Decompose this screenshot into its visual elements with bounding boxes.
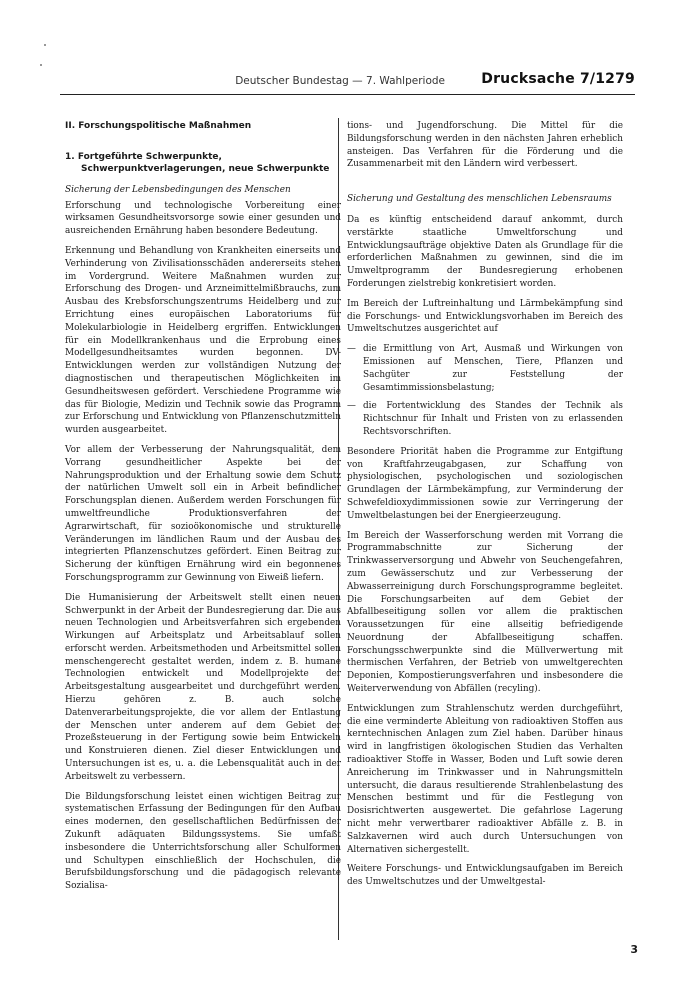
paragraph: Im Bereich der Luftreinhaltung und Lärmbekämpfung sind die Forschungs- und Entwicklungsvorhaben im Bereich des Umweltschutzes ausgerichtet auf	[347, 298, 623, 335]
paragraph: Entwicklungen zum Strahlenschutz werden durchgeführt, die eine verminderte Ableitung von radioaktiven Stoffen aus kerntechnischen Anlagen zum Ziel haben. Darüber hinaus wird in langfristigen ökologischen Studien das Verhalten radioaktiver Stoffe in Wasser, Boden und Luft sowie deren Anreicherung im Trinkwasser und in Nahrungsmitteln untersucht, die daraus resultierende Strahlenbelastung des Menschen bestimmt und für die Festlegung von Dosisrichtwerten ausgewertet. Die gefahrlose Lagerung nicht mehr verwertbarer radioaktiver Abfälle z. B. in Salzkavernen wird auch durch Untersuchungen von Alternativen sichergestellt.	[347, 703, 623, 855]
paragraph: Die Bildungsforschung leistet einen wichtigen Beitrag zur systematischen Erfassung der Bedingungen für den Aufbau eines modernen, den gesellschaftlichen Bedürfnissen der Zukunft adäquaten Bildungssystems. Sie umfaßt insbesondere die Unterrichtsforschung aller Schulformen und Schultypen einschließlich der Hochschulen, die Berufsbildungsforschung und die pädagogisch relevante Sozialisa-	[65, 791, 341, 892]
dash-list	[347, 343, 623, 439]
subheading: Sicherung und Gestaltung des menschlichen Lebensraums	[347, 194, 612, 205]
page-number: 3	[630, 943, 638, 956]
page-header	[60, 68, 635, 95]
paragraph: Im Bereich der Wasserforschung werden mit Vorrang die Programmabschnitte zur Sicherung der Trinkwasserversorgung und Abwehr von Seuchengefahren, zum Gewässerschutz und zur Verbesserung der Abwasserreinigung durch Forschungsprogramme begleitet. Die Forschungsarbeiten auf dem Gebiet der Abfallbeseitigung sollen vor allem die praktischen Voraussetzungen für eine allseitig befriedigende Neuordnung der Abfallbeseitigung schaffen. Forschungsschwerpunkte sind die Müllverwertung mit thermischen Verfahren, der Betrieb von umweltgerechten Deponien, Kompostierungsverfahren und insbesondere die Weiterverwendung von Abfällen (recyling).	[347, 530, 623, 695]
list-item: — die Fortentwicklung des Standes der Technik als Richtschnur für Inhalt und Fristen von zu erlassenden Rechtsvorschriften.	[347, 400, 623, 438]
paragraph: Besondere Priorität haben die Programme zur Entgiftung von Kraftfahrzeugabgasen, zur Schaffung von physiologischen, psychologischen und soziologischen Grundlagen der Lärmbekämpfung, zur Verminderung der Schwefeldioxydimmissionen sowie zur Verringerung der Umweltbelastungen bei der Energieerzeugung.	[347, 446, 623, 521]
scan-speck	[44, 44, 46, 46]
paragraph: Vor allem der Verbesserung der Nahrungsqualität, dem Vorrang gesundheitlicher Aspekte bei der Nahrungsproduktion und der Erhaltung sowie dem Schutz der natürlichen Umwelt soll ein in Arbeit befindlicher Forschungsplan dienen. Außerdem werden Forschungen für umweltfreundliche Produktionsverfahren der Agrarwirtschaft, für sozioökonomische und strukturelle Veränderungen im ländlichen Raum und der Ausbau des integrierten Pflanzenschutzes gefördert. Einen Beitrag zur Sicherung der künftigen Ernährung wird ein begonnenes Forschungsprogramm zur Gewinnung von Eiweiß liefern.	[65, 444, 341, 583]
paragraph: Erkennung und Behandlung von Krankheiten einerseits und Verhinderung von Zivilisationsschäden andererseits stehen im Vordergrund. Weitere Maßnahmen wurden zur Erforschung des Drogen- und Arzneimittelmißbrauchs, zum Ausbau des Krebsforschungszentrums Heidelberg und zur Errichtung eines europäischen Laboratoriums für Molekularbiologie in Heidelberg ergriffen. Entwicklungen für ein Modellkrankenhaus und die Erprobung eines Modellgesundheitsamtes wurden begonnen. DV-Entwicklungen werden zur vollständigen Nutzung der diagnostischen und therapeutischen Möglichkeiten im Gesundheitswesen gefördert. Verschiedene Programme wie das für Biologie, Medizin und Technik sowie das Programm zur Erforschung und Entwicklung von Pflanzenschutzmitteln wurden ausgearbeitet.	[65, 245, 341, 436]
paragraph: Weitere Forschungs- und Entwicklungsaufgaben im Bereich des Umweltschutzes und der Umweltgestal-	[347, 864, 623, 888]
list-item: — die Ermittlung von Art, Ausmaß und Wirkungen von Emissionen auf Menschen, Tiere, Pflanzen und Sachgüter zur Feststellung der Gesamtimmissionsbelastung;	[347, 343, 623, 394]
section-title: II. Forschungspolitische Maßnahmen	[65, 121, 252, 131]
right-column	[347, 120, 623, 896]
paragraph: Da es künftig entscheidend darauf ankommt, durch verstärkte staatliche Umweltforschung und Entwicklungsaufträge objektive Daten als Grundlage für die erforderlichen Maßnahmen zu gewinnen, sind die im Umweltprogramm der Bundesregierung erhobenen Forderungen zielstrebig konkretisiert worden.	[347, 214, 623, 289]
left-column	[65, 120, 341, 900]
document-number: Drucksache 7/1279	[481, 71, 635, 87]
scan-speck	[40, 64, 42, 66]
legislative-period: Deutscher Bundestag — 7. Wahlperiode	[235, 75, 445, 87]
subheading: Sicherung der Lebensbedingungen des Menschen	[65, 184, 291, 195]
subsection-title: 1. Fortgeführte Schwerpunkte, Schwerpunktverlagerungen, neue Schwerpunkte	[65, 151, 330, 175]
paragraph: tions- und Jugendforschung. Die Mittel für die Bildungsforschung werden in den nächsten Jahren erheblich ansteigen. Das Verfahren für die Förderung und die Zusammenarbeit mit den Ländern wird verbessert.	[347, 121, 623, 170]
paragraph: Erforschung und technologische Vorbereitung einer wirksamen Gesundheitsvorsorge sowie einer gesunden und ausreichenden Ernährung haben besondere Bedeutung.	[65, 200, 341, 237]
paragraph: Die Humanisierung der Arbeitswelt stellt einen neuen Schwerpunkt in der Arbeit der Bundesregierung dar. Die aus neuen Technologien und Arbeitsverfahren sich ergebenden Wirkungen auf Arbeitsplatz und Arbeitsablauf sollen erforscht werden. Arbeitsmethoden und Arbeitsmittel sollen menschengerecht gestaltet werden, indem z. B. humane Technologien entwickelt und Modellprojekte der Arbeitsgestaltung ausgearbeitet und durchgeführt werden. Hierzu gehören z. B. auch solche Datenverarbeitungsprojekte, die vor allem der Entlastung der Menschen unter anderem auf dem Gebiet der Prozeßsteuerung in der Fertigung sowie beim Entwickeln und Konstruieren dienen. Ziel dieser Entwicklungen und Untersuchungen ist es, u. a. die Lebensqualität auch in der Arbeitswelt zu verbessern.	[65, 592, 341, 782]
